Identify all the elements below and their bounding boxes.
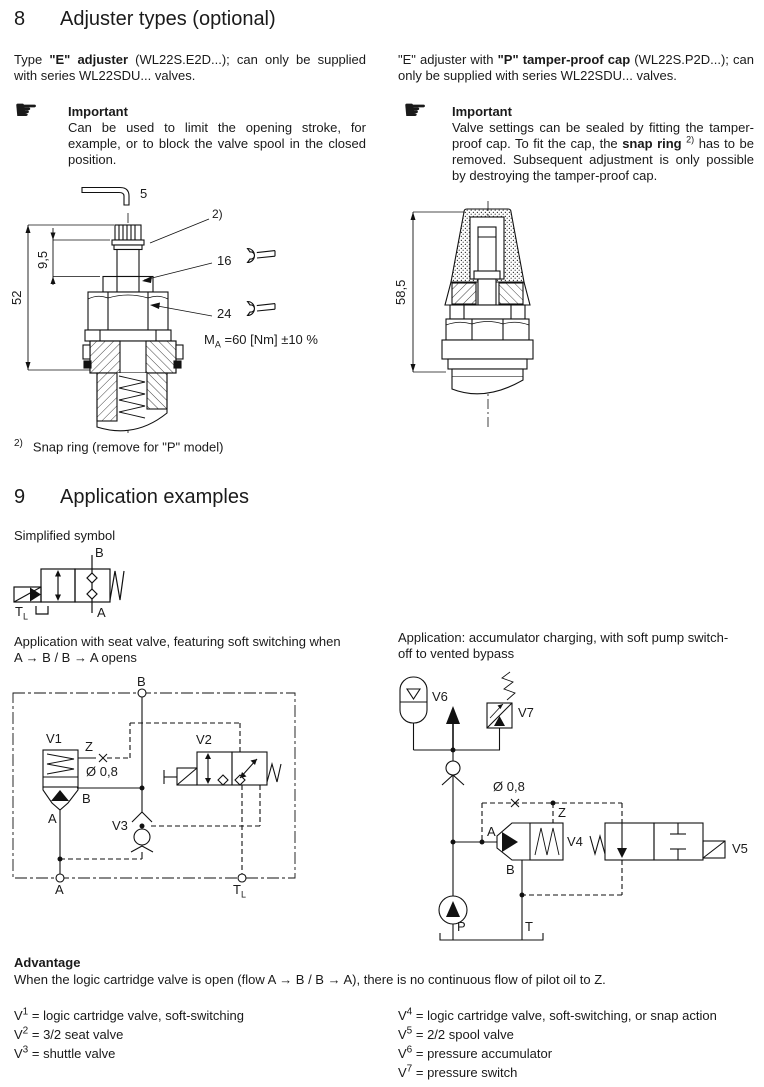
- legend-eq: =: [415, 1027, 424, 1042]
- snap-ring-callout: 2): [212, 207, 223, 221]
- legend-item-v1: [14, 1006, 384, 1025]
- intro-right-bold: "P" tamper-proof cap: [497, 52, 631, 67]
- section8-number: 8: [14, 8, 26, 30]
- section8-title: Adjuster types (optional): [60, 8, 276, 30]
- legend-item-v7: [398, 1063, 764, 1082]
- wrench-size-16-label: 16: [217, 253, 232, 268]
- important-left-body: Can be used to limit the opening stroke, for example, or to block the valve spool in the closed position.: [68, 120, 366, 167]
- circuit1-z-label: Z: [85, 739, 93, 754]
- app2-caption-line1: Application: accumulator charging, with soft pump switch-: [398, 630, 729, 645]
- circuit1-port-b: B: [137, 674, 146, 689]
- footnote-marker: 2): [14, 438, 23, 449]
- intro-left-pre: Type: [14, 52, 50, 67]
- circuit2-z-label: Z: [558, 805, 566, 820]
- circuit2-v7-label: V7: [518, 705, 534, 720]
- circuit1-port-tl: [233, 882, 246, 900]
- legend-key-num: 2: [22, 1025, 29, 1037]
- legend-item-v3: [14, 1044, 384, 1063]
- legend-eq: =: [31, 1027, 40, 1042]
- legend-desc: shuttle valve: [43, 1046, 116, 1061]
- snap-ring-footnote-ref: 2): [686, 134, 695, 145]
- dim-58-5-label: 58,5: [393, 279, 408, 305]
- section8-heading: [14, 8, 714, 34]
- intro-right-post: (WL22S.P2D...); can only be supplied with series WL22SDU... valves.: [398, 52, 754, 83]
- legend-eq: =: [415, 1046, 424, 1061]
- important-right-pre: Valve settings can be sealed by fitting the tamper-proof cap. To fit the cap, the: [452, 120, 754, 151]
- symbol-port-tl: [15, 604, 28, 622]
- legend-key: V: [14, 1046, 23, 1061]
- legend-key-num: 5: [406, 1025, 413, 1037]
- legend-right-column: [398, 1006, 764, 1082]
- legend-key-num: 7: [406, 1063, 413, 1075]
- legend-desc: 2/2 spool valve: [427, 1027, 514, 1042]
- intro-left: [14, 52, 366, 84]
- legend-key-num: 3: [22, 1044, 29, 1056]
- important-right-body: [452, 120, 754, 184]
- allen-key-size-label: 5: [140, 186, 148, 201]
- pointing-hand-icon: ☛: [403, 95, 428, 125]
- important-right: [398, 95, 755, 184]
- figure-circuit2: [390, 670, 764, 960]
- section9-title: Application examples: [60, 486, 249, 508]
- app1-caption-line1: Application with seat valve, featuring soft switching when: [14, 634, 341, 649]
- dim-52-label: 52: [9, 290, 24, 305]
- intro-right: [398, 52, 754, 84]
- circuit2-orifice-label: Ø 0,8: [493, 779, 525, 794]
- legend-key-num: 1: [22, 1006, 29, 1018]
- figure-circuit1: [0, 670, 390, 900]
- e-adjuster-drawing: [0, 183, 380, 439]
- symbol-t: T: [15, 604, 23, 619]
- symbol-t-sub: L: [22, 611, 28, 622]
- important-left-title: Important: [68, 104, 128, 119]
- open-end-wrench-icon: [248, 249, 276, 263]
- app1-caption: [14, 634, 386, 666]
- legend-key-num: 4: [406, 1006, 413, 1018]
- circuit2-a-label: A: [487, 824, 496, 839]
- legend-item-v2: [14, 1025, 384, 1044]
- app2-caption-line2: off to vented bypass: [398, 646, 515, 661]
- symbol-port-b: B: [95, 545, 104, 560]
- figure-simplified-symbol: [0, 545, 200, 635]
- legend-item-v5: [398, 1025, 764, 1044]
- circuit2-v6-label: V6: [432, 689, 448, 704]
- legend-key: V: [14, 1027, 23, 1042]
- pointing-hand-icon: ☛: [14, 95, 39, 125]
- circuit1-port-a: A: [55, 882, 64, 897]
- legend-item-v6: [398, 1044, 764, 1063]
- important-right-title: Important: [452, 104, 512, 119]
- advantage-body: When the logic cartridge valve is open (flow A → B / B → A), there is no continuous flow of pilot oil to Z.: [14, 972, 606, 987]
- intro-right-pre: "E" adjuster with: [398, 52, 498, 67]
- advantage-block: [14, 954, 754, 988]
- app2-caption: [398, 630, 760, 662]
- circuit1-v3-label: V3: [112, 818, 128, 833]
- legend-desc: logic cartridge valve, soft-switching, or snap action: [427, 1008, 717, 1023]
- app1-caption-line2: A → B / B → A opens: [14, 650, 137, 665]
- circuit1-t-sub: L: [240, 889, 246, 900]
- legend-desc: pressure switch: [427, 1065, 518, 1080]
- legend-key: V: [398, 1046, 407, 1061]
- legend-key: V: [398, 1008, 407, 1023]
- circuit2-b-label: B: [506, 862, 515, 877]
- p-adjuster-drawing: [380, 183, 764, 439]
- circuit2-p-label: P: [457, 919, 466, 934]
- legend-desc: logic cartridge valve, soft-switching: [43, 1008, 244, 1023]
- circuit1-orifice-label: Ø 0,8: [86, 764, 118, 779]
- legend-desc: 3/2 seat valve: [43, 1027, 124, 1042]
- circuit1-v1-a-label: A: [48, 811, 57, 826]
- circuit2-v4-label: V4: [567, 834, 583, 849]
- intro-left-bold: "E" adjuster: [49, 52, 129, 67]
- legend-left-column: [14, 1006, 384, 1063]
- wrench-size-24-label: 24: [217, 306, 232, 321]
- legend-item-v4: [398, 1006, 764, 1025]
- dim-9-5-label: 9,5: [35, 250, 50, 269]
- legend-eq: =: [415, 1065, 424, 1080]
- torque-sub: A: [214, 339, 221, 350]
- circuit2-drawing: [390, 670, 764, 960]
- important-right-post: has to be removed. Subsequent adjustment is only possible by destroying the tamper-proof cap.: [452, 136, 755, 183]
- legend-eq: =: [31, 1046, 40, 1061]
- intro-left-post: (WL22S.E2D...); can only be supplied with series WL22SDU... valves.: [14, 52, 367, 83]
- legend-key-num: 6: [406, 1044, 413, 1056]
- open-end-wrench-icon: [248, 302, 276, 316]
- circuit1-t: T: [233, 882, 241, 897]
- circuit2-t-label: T: [525, 919, 533, 934]
- circuit1-drawing: [0, 670, 390, 895]
- footnote-snap-ring: [14, 438, 224, 454]
- simplified-symbol-label: Simplified symbol: [14, 528, 116, 543]
- torque-m: M: [204, 332, 215, 347]
- circuit1-v1-label: V1: [46, 731, 62, 746]
- section9-number: 9: [14, 486, 26, 508]
- legend-key: V: [398, 1065, 407, 1080]
- important-right-bold: snap ring: [622, 136, 687, 151]
- circuit1-v1-b-label: B: [82, 791, 91, 806]
- circuit2-v5-label: V5: [732, 841, 748, 856]
- symbol-port-a: A: [97, 605, 106, 620]
- legend-key: V: [398, 1027, 407, 1042]
- important-left: [14, 95, 366, 168]
- legend-key: V: [14, 1008, 23, 1023]
- legend-desc: pressure accumulator: [427, 1046, 553, 1061]
- figure-p-adjuster: [380, 183, 764, 439]
- legend-eq: =: [31, 1008, 40, 1023]
- figure-e-adjuster: [0, 183, 380, 439]
- footnote-text: Snap ring (remove for "P" model): [32, 439, 224, 455]
- legend-eq: =: [415, 1008, 424, 1023]
- circuit1-v2-label: V2: [196, 732, 212, 747]
- section9-heading: [14, 486, 714, 512]
- torque-rest: =60 [Nm] ±10 %: [220, 332, 318, 347]
- advantage-title: Advantage: [14, 955, 81, 970]
- torque-label: [204, 332, 318, 350]
